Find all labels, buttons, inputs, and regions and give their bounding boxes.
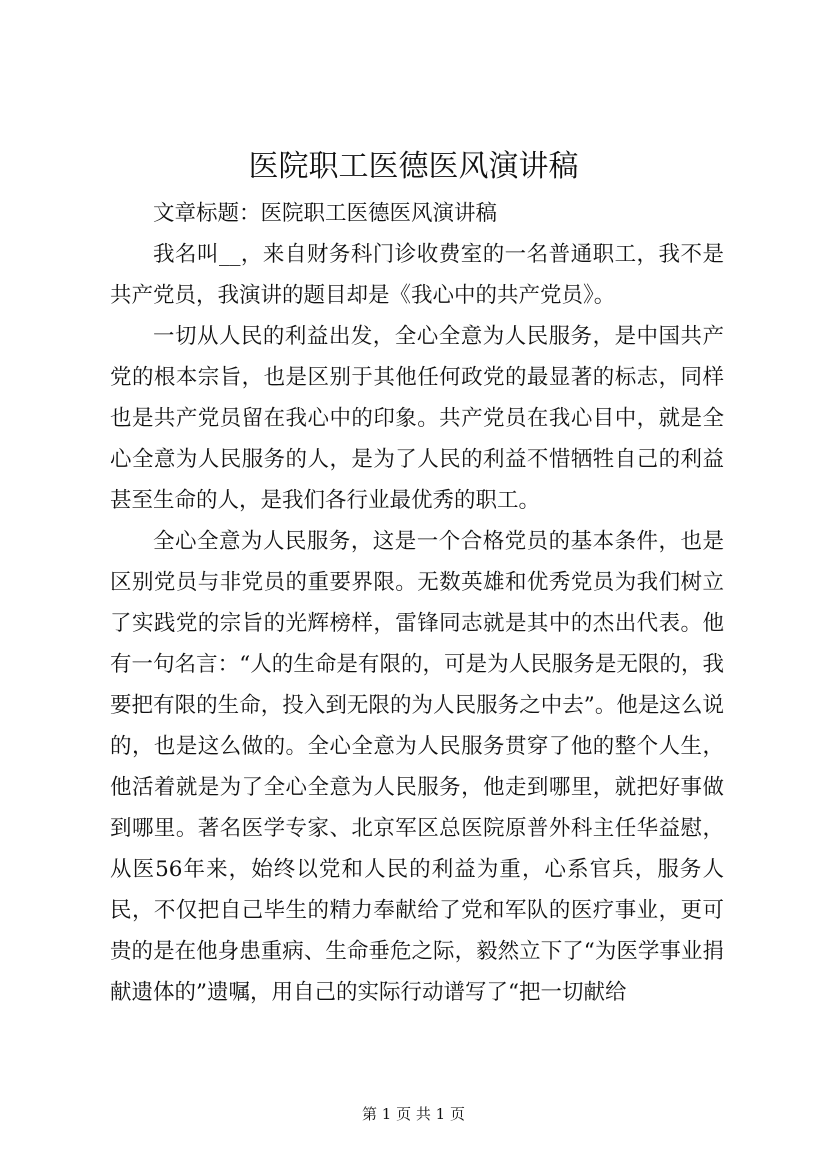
paragraph-examples: 全心全意为人民服务，这是一个合格党员的基本条件，也是区别党员与非党员的重要界限。无数英雄和优秀党员为我们树立了实践党的宗旨的光辉榜样，雷锋同志就是其中的杰出代表。他有一句名言：“人的生命是有限的，可是为人民服务是无限的，我要把有限的生命，投入到无限的为人民服务之中去”。他是这么说的，也是这么做的。全心全意为人民服务贯穿了他的整个人生，他活着就是为了全心全意为人民服务，他走到哪里，就把好事做到哪里。著名医学专家、北京军区总医院原普外科主任华益慰，从医56年来，始终以党和人民的利益为重，心系官兵，服务人民，不仅把自己毕生的精力奉献给了党和军队的医疗事业，更可贵的是在他身患重病、生命垂危之际，毅然立下了“为医学事业捐献遗体的”遗嘱，用自己的实际行动谱写了“把一切献给 (110, 529, 724, 1005)
paragraph-intro: 我名叫__，来自财务科门诊收费室的一名普通职工，我不是共产党员，我演讲的题目却是《我心中的共产党员》。 (110, 242, 724, 308)
paragraph-purpose: 一切从人民的利益出发，全心全意为人民服务，是中国共产党的根本宗旨，也是区别于其他任何政党的最显著的标志，同样也是共产党员留在我心中的印象。共产党员在我心目中，就是全心全意为人民服务的人，是为了人民的利益不惜牺牲自己的利益甚至生命的人，是我们各行业最优秀的职工。 (110, 324, 724, 513)
document-title: 医院职工医德医风演讲稿 (248, 149, 579, 184)
article-title-line: 文章标题：医院职工医德医风演讲稿 (153, 201, 498, 226)
document-body (110, 193, 724, 1013)
page-number-footer: 第 1 页 共 1 页 (362, 1105, 465, 1123)
